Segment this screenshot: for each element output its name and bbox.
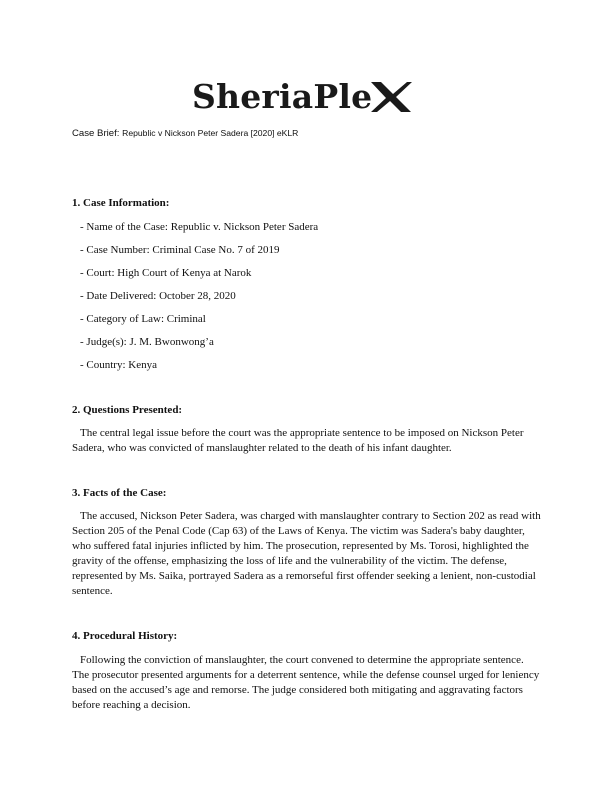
case-info-item: - Date Delivered: October 28, 2020 (80, 290, 236, 302)
sheriaplex-logo (192, 72, 422, 120)
logo-text: SheriaPle (192, 76, 373, 116)
section-heading-case-information: 1. Case Information: (72, 197, 170, 209)
case-brief-name: Republic v Nickson Peter Sadera [2020] eKLR (122, 128, 299, 138)
section-heading-procedural-history: 4. Procedural History: (72, 630, 178, 642)
case-info-item: - Country: Kenya (80, 359, 157, 371)
procedural-history-paragraph: Following the conviction of manslaughter, the court convened to determine the appropriate sentence. The prosecutor presented arguments for a deterrent sentence, while the defense counsel urged for leniency based on the accused’s age and remorse. The judge considered both mitigating and aggravating factors before reaching a decision. (72, 654, 540, 711)
case-info-item: - Name of the Case: Republic v. Nickson Peter Sadera (80, 221, 319, 233)
logo-x-mark (369, 80, 413, 114)
case-info-item: - Case Number: Criminal Case No. 7 of 2019 (80, 244, 280, 256)
case-info-item: - Judge(s): J. M. Bwonwong’a (80, 336, 214, 348)
facts-paragraph: The accused, Nickson Peter Sadera, was charged with manslaughter contrary to Section 202 as read with Section 205 of the Penal Code (Cap 63) of the Laws of Kenya. The victim was Sadera's baby daughter, who suffered fatal injuries inflicted by him. The prosecution, represented by Ms. Torosi, highlighted the gravity of the offense, emphasizing the loss of life and the vulnerability of the victim. The defense, represented by Ms. Saika, portrayed Sadera as a remorseful first offender seeking a lenient, non-custodial sentence. (72, 510, 541, 597)
case-info-item: - Court: High Court of Kenya at Narok (80, 267, 252, 279)
section-heading-questions-presented: 2. Questions Presented: (72, 404, 183, 416)
case-brief-title (72, 128, 298, 139)
case-brief-prefix: Case Brief: (72, 128, 123, 139)
section-heading-facts: 3. Facts of the Case: (72, 487, 167, 499)
questions-presented-paragraph: The central legal issue before the court was the appropriate sentence to be imposed on Nickson Peter Sadera, who was convicted of manslaughter related to the death of his infant daughter. (72, 427, 524, 454)
case-info-item: - Category of Law: Criminal (80, 313, 206, 325)
